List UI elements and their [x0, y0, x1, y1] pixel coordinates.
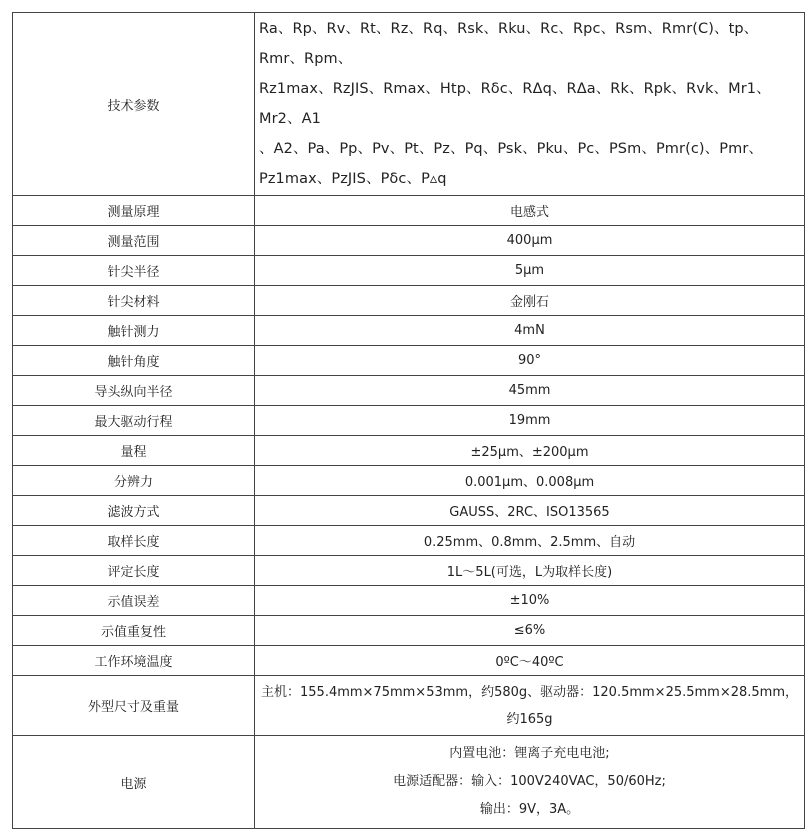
row-value: 电感式 — [255, 196, 805, 226]
value-line: 输出：9V，3A。 — [479, 802, 580, 817]
row-value: 19mm — [255, 406, 805, 436]
table-row — [13, 496, 805, 526]
value-line: 电源适配器：输入：100V240VAC，50/60Hz; — [393, 774, 666, 789]
row-value: 90° — [255, 346, 805, 376]
table-row — [13, 526, 805, 556]
row-value: 0ºC～40ºC — [255, 646, 805, 676]
row-value — [255, 676, 805, 736]
row-value: 1L～5L(可选，L为取样长度) — [255, 556, 805, 586]
table-row — [13, 286, 805, 316]
table-row — [13, 226, 805, 256]
table-row — [13, 466, 805, 496]
row-label: 分辨力 — [13, 466, 255, 496]
row-label: 针尖材料 — [13, 286, 255, 316]
value-line: 约165g — [506, 711, 553, 727]
row-value: ±25μm、±200μm — [255, 436, 805, 466]
table-row — [13, 436, 805, 466]
table-row-size-weight — [13, 676, 805, 736]
row-label: 取样长度 — [13, 526, 255, 556]
row-label: 外型尺寸及重量 — [13, 676, 255, 736]
row-label: 量程 — [13, 436, 255, 466]
table-row — [13, 616, 805, 646]
table-row — [13, 376, 805, 406]
row-value — [255, 736, 805, 829]
row-value: 金刚石 — [255, 286, 805, 316]
table-row-tech-params — [13, 13, 805, 196]
value-line: 、A2、Pa、Pp、Pv、Pt、Pz、Pq、Psk、Pku、Pc、PSm、Pmr(c)、Pmr、 — [259, 141, 763, 157]
row-label: 触针测力 — [13, 316, 255, 346]
row-label: 触针角度 — [13, 346, 255, 376]
row-label: 技术参数 — [13, 13, 255, 196]
table-row — [13, 406, 805, 436]
row-value: GAUSS、2RC、ISO13565 — [255, 496, 805, 526]
table-row — [13, 346, 805, 376]
table-row — [13, 316, 805, 346]
row-label: 示值误差 — [13, 586, 255, 616]
spec-table — [12, 12, 805, 829]
row-value: 45mm — [255, 376, 805, 406]
row-value: 4mN — [255, 316, 805, 346]
row-value: 5μm — [255, 256, 805, 286]
row-value — [255, 13, 805, 196]
row-label: 测量范围 — [13, 226, 255, 256]
row-label: 评定长度 — [13, 556, 255, 586]
row-label: 滤波方式 — [13, 496, 255, 526]
value-line: Pz1max、PzJIS、Pδc、P▵q — [259, 171, 447, 187]
value-line: 主机：155.4mm×75mm×53mm，约580g、驱动器：120.5mm×25.5mm×28.5mm， — [261, 684, 799, 700]
table-row — [13, 196, 805, 226]
row-label: 示值重复性 — [13, 616, 255, 646]
table-row — [13, 556, 805, 586]
row-label: 针尖半径 — [13, 256, 255, 286]
row-label: 电源 — [13, 736, 255, 829]
row-label: 工作环境温度 — [13, 646, 255, 676]
value-line: Rz1max、RzJIS、Rmax、Htp、Rδc、RΔq、RΔa、Rk、Rpk、Rvk、Mr1、Mr2、A1 — [259, 81, 771, 127]
row-value: 0.25mm、0.8mm、2.5mm、自动 — [255, 526, 805, 556]
row-label: 最大驱动行程 — [13, 406, 255, 436]
value-line: Ra、Rp、Rv、Rt、Rz、Rq、Rsk、Rku、Rc、Rpc、Rsm、Rmr(C)、tp、Rmr、Rpm、 — [259, 21, 759, 67]
table-row — [13, 646, 805, 676]
value-line: 内置电池：锂离子充电电池; — [449, 746, 610, 761]
row-label: 导头纵向半径 — [13, 376, 255, 406]
row-value: ±10% — [255, 586, 805, 616]
table-row — [13, 586, 805, 616]
table-row-power — [13, 736, 805, 829]
row-value: ≤6% — [255, 616, 805, 646]
row-value: 400μm — [255, 226, 805, 256]
row-label: 测量原理 — [13, 196, 255, 226]
row-value: 0.001μm、0.008μm — [255, 466, 805, 496]
table-row — [13, 256, 805, 286]
